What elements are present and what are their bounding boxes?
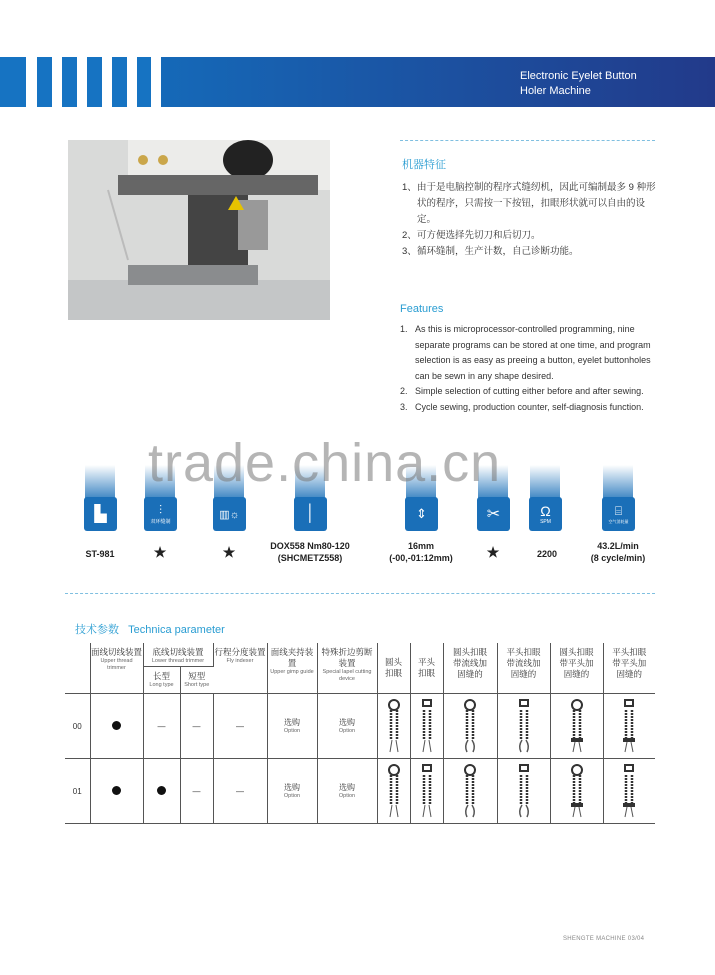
lapel-cell: 选购 Option <box>317 694 377 759</box>
tech-heading-cn: 技术参数 <box>75 624 119 636</box>
tech-heading <box>75 621 225 637</box>
stitch-image <box>410 759 443 824</box>
divider <box>400 140 655 141</box>
header-shape: 圆头扣眼 <box>377 643 410 694</box>
fly-cell: — <box>213 759 267 824</box>
header-stripe <box>37 57 52 107</box>
header-lower-trimmer: 底线切线装置 Lower thread trimmer <box>143 643 213 667</box>
item-text: As this is microprocessor-controlled programming, nine separate programs can be stored at one time, and program selection is as easy as preeing a button, eyelet buttonholes can be sewn in any shape desired. <box>415 324 651 381</box>
header-stripe <box>62 57 77 107</box>
spec-speed: 2200 <box>536 549 558 559</box>
upper-cell <box>90 694 143 759</box>
header-cell <box>65 643 90 694</box>
stitch-image <box>603 694 655 759</box>
item-number: 2、 <box>402 230 417 241</box>
header-stripe <box>137 57 151 107</box>
features-en-heading: Features <box>400 303 444 315</box>
buttonhole-stitch-icon <box>460 761 480 819</box>
list-item <box>400 400 660 416</box>
buttonhole-stitch-icon <box>417 761 437 819</box>
parameter-table <box>65 643 655 824</box>
stitch-image <box>550 694 603 759</box>
stitch-image <box>550 759 603 824</box>
lock-stitch-icon: ⫶ 双环缝制 <box>144 497 177 531</box>
machine-photo <box>68 140 330 320</box>
item-text: Simple selection of cutting either before and after sewing. <box>415 386 644 396</box>
gimp-cell: 选购 Option <box>267 759 317 824</box>
buttonhole-stitch-icon <box>619 696 639 754</box>
buttonhole-stitch-icon <box>619 761 639 819</box>
needle-icon: │ <box>294 497 327 531</box>
icon-caption: 空气消耗量 <box>608 518 629 524</box>
table-row <box>65 759 655 824</box>
scissors-icon: ✂ <box>477 497 510 531</box>
spec-star: ★ <box>222 544 236 560</box>
spec-air: 43.2L/min (8 cycle/min) <box>590 541 646 563</box>
machine-illustration <box>68 140 330 320</box>
tech-heading-en: Technica parameter <box>128 624 225 636</box>
stitch-image <box>377 694 410 759</box>
spec-needle: DOX558 Nm80-120 (SHCMETZ558) <box>270 541 350 563</box>
stitch-image <box>377 759 410 824</box>
eyelet-stitch-icon: ▥☼ <box>213 497 246 531</box>
header-stripe <box>0 57 26 107</box>
header-shape: 平头扣眼带平头加固缝的 <box>603 643 655 694</box>
list-item <box>402 180 657 228</box>
title-line: Holer Machine <box>520 85 591 97</box>
item-text: 循环缝制，生产计数，自己诊断功能。 <box>417 246 579 257</box>
spec-star: ★ <box>486 544 500 560</box>
gimp-cell: 选购 Option <box>267 694 317 759</box>
item-number: 2. <box>400 386 408 396</box>
header-fly-indexer: 行程分度装置 Fly indexer <box>213 643 267 694</box>
machine-icon: ▙ <box>84 497 117 531</box>
icon-caption: SPM <box>540 519 551 525</box>
list-item <box>400 322 660 384</box>
long-cell: — <box>143 694 180 759</box>
stitch-image <box>410 694 443 759</box>
buttonhole-stitch-icon <box>417 696 437 754</box>
spec-model: ST-981 <box>85 549 115 559</box>
buttonhole-stitch-icon <box>567 761 587 819</box>
long-cell <box>143 759 180 824</box>
footer: SHENGTE MACHINE 03/04 <box>563 936 645 942</box>
dot-mark <box>112 786 121 795</box>
watermark: trade.china.cn <box>148 433 502 493</box>
item-number: 3. <box>400 401 408 412</box>
page-title <box>520 69 637 99</box>
header-shape: 平头扣眼 <box>410 643 443 694</box>
lapel-cell: 选购 Option <box>317 759 377 824</box>
buttonhole-stitch-icon <box>384 761 404 819</box>
model-cell: 00 <box>65 694 90 759</box>
header-stripe <box>112 57 127 107</box>
list-item <box>402 244 657 260</box>
buttonhole-stitch-icon <box>514 761 534 819</box>
air-compressor-icon: ⌸ 空气消耗量 <box>602 497 635 531</box>
table-row <box>65 694 655 759</box>
title-line: Electronic Eyelet Button <box>520 70 637 82</box>
stitch-image <box>497 759 550 824</box>
list-item <box>400 384 660 400</box>
header-stripe <box>87 57 102 107</box>
list-item <box>402 228 657 244</box>
features-en-list <box>400 322 660 415</box>
buttonhole-stitch-icon <box>460 696 480 754</box>
item-number: 3、 <box>402 246 417 257</box>
item-text: Cycle sewing, production counter, self-diagnosis function. <box>415 401 644 412</box>
spec-star: ★ <box>153 544 167 560</box>
item-text: 由于是电脑控制的程序式缝纫机，因此可编制最多 9 种形状的程序，只需按一下按钮，扣眼形状就可以自由的设定。 <box>417 182 656 225</box>
short-cell: — <box>180 694 213 759</box>
presser-lift-icon: ⇕ <box>405 497 438 531</box>
speed-icon: Ω SPM <box>529 497 562 531</box>
table-header <box>65 643 655 667</box>
buttonhole-stitch-icon <box>514 696 534 754</box>
header-upper-trimmer: 面线切线装置 Upper thread trimmer <box>90 643 143 694</box>
header-long-type: 长型 Long type <box>143 667 180 694</box>
buttonhole-stitch-icon <box>384 696 404 754</box>
features-cn-heading: 机器特征 <box>402 159 446 171</box>
stitch-image <box>443 759 497 824</box>
upper-cell <box>90 759 143 824</box>
short-cell: — <box>180 759 213 824</box>
header-shape: 平头扣眼带流线加固缝的 <box>497 643 550 694</box>
icon-caption: 双环缝制 <box>150 519 171 525</box>
header-gimp-guide: 面线夹持装置 Upper gimp guide <box>267 643 317 694</box>
item-text: 可方便选择先切刀和后切刀。 <box>417 230 541 241</box>
stitch-image <box>443 694 497 759</box>
item-number: 1. <box>400 324 408 334</box>
header-short-type: 短型 Short type <box>180 667 213 694</box>
dot-mark <box>112 721 121 730</box>
divider <box>65 593 655 594</box>
header-lapel-cutting: 特殊折边剪断装置 Special lapel cutting device <box>317 643 377 694</box>
model-cell: 01 <box>65 759 90 824</box>
spec-lift: 16mm (-00,-01:12mm) <box>389 541 453 563</box>
header-shape: 圆头扣眼带流线加固缝的 <box>443 643 497 694</box>
features-cn-list <box>402 180 657 260</box>
stitch-image <box>603 759 655 824</box>
dot-mark <box>157 786 166 795</box>
stitch-image <box>497 694 550 759</box>
buttonhole-stitch-icon <box>567 696 587 754</box>
fly-cell: — <box>213 694 267 759</box>
item-number: 1、 <box>402 182 417 193</box>
header-shape: 圆头扣眼带平头加固缝的 <box>550 643 603 694</box>
